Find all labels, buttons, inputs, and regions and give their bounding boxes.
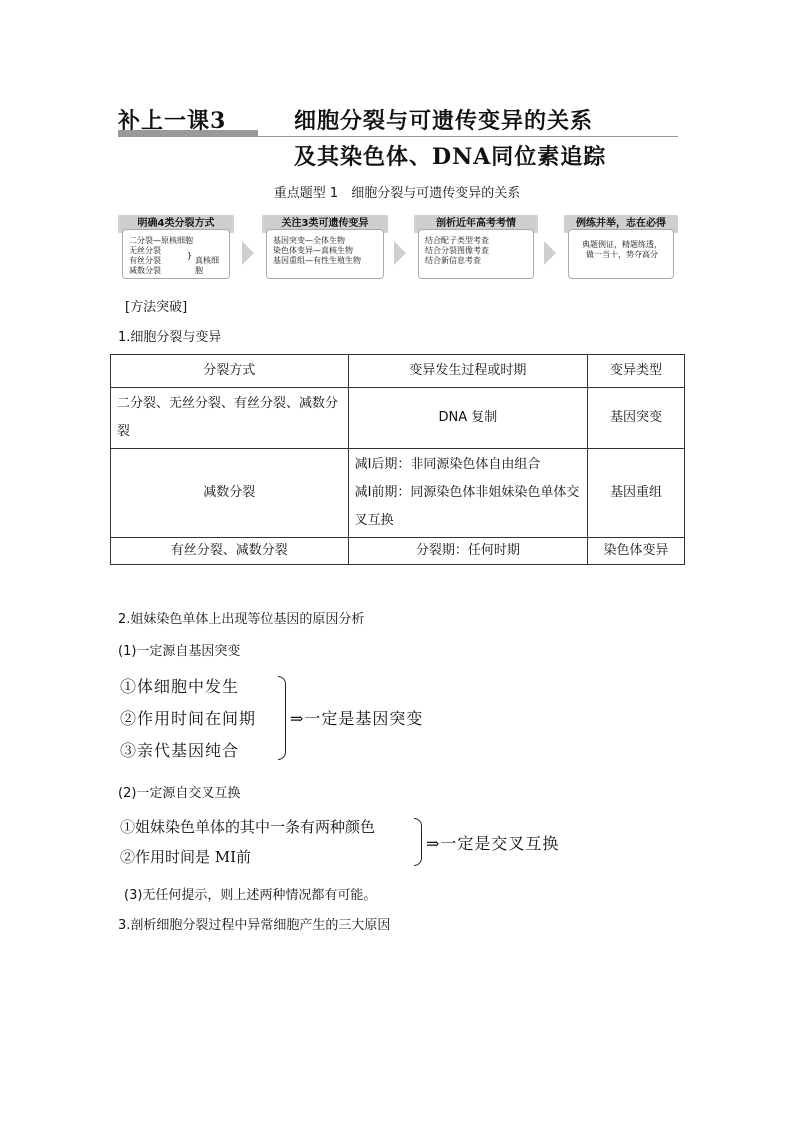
flow-step-1 [118, 215, 234, 281]
sub-2-item: ②作用时间是 MⅠ前 [120, 848, 252, 866]
title-rule [118, 136, 678, 137]
flow-step-head: 例练并举，志在必得 [564, 215, 678, 233]
table-cell: DNA 复制 [348, 388, 588, 449]
sub-1-item: ①体细胞中发生 [120, 677, 240, 696]
flow-line: 结合分裂图像考查 [425, 246, 489, 255]
flow-step-head: 剖析近年高考考情 [414, 215, 538, 233]
sub-2-result: ⇒一定是交叉互换 [426, 834, 560, 853]
lesson-label: 补上一课3 [118, 108, 227, 134]
flow-step-box [568, 229, 674, 279]
flow-brace-label: 真核细胞 [195, 256, 219, 275]
title-block [118, 104, 678, 174]
sub-3-text: (3)无任何提示，则上述两种情况都有可能。 [124, 888, 377, 903]
flow-step-4 [564, 215, 678, 281]
flow-line: 典题例证，精题练透， [582, 240, 662, 249]
flow-line: 做一当十，势夺高分 [586, 250, 658, 259]
flow-line: 结合新信息考查 [425, 256, 481, 265]
table-header: 变异类型 [588, 355, 685, 388]
flow-arrow-icon [544, 241, 556, 265]
flow-step-head: 关注3类可遗传变异 [262, 215, 388, 233]
method-label: [方法突破] [125, 300, 188, 315]
brace-icon [414, 818, 422, 866]
table-cell: 二分裂、无丝分裂、有丝分裂、减数分裂 [111, 388, 349, 449]
flow-line: 无丝分裂 [129, 246, 161, 255]
flow-step-box [266, 229, 384, 279]
flow-line: 基因重组—有性生殖生物 [273, 256, 361, 265]
table-cell: 染色体变异 [588, 538, 685, 565]
flow-step-box [418, 229, 534, 279]
flow-line: 有丝分裂 [129, 256, 161, 265]
sub-1-label: (1)一定源自基因突变 [118, 644, 241, 659]
brace-icon [278, 676, 286, 760]
flow-arrow-icon [242, 241, 254, 265]
flow-step-3 [414, 215, 538, 281]
table-header: 分裂方式 [111, 355, 349, 388]
flow-line: 二分裂—原核细胞 [129, 236, 193, 245]
table-cell: 有丝分裂、减数分裂 [111, 538, 349, 565]
table-cell [348, 449, 588, 538]
flow-line: 结合配子类型考查 [425, 236, 489, 245]
table-cell-line: 减Ⅰ后期：非同源染色体自由组合 [354, 457, 541, 472]
table-header: 变异发生过程或时期 [348, 355, 588, 388]
flow-step-2 [262, 215, 388, 281]
table-row [111, 388, 685, 449]
sub-1-result: ⇒一定是基因突变 [290, 709, 424, 728]
section-3-heading: 3.剖析细胞分裂过程中异常细胞产生的三大原因 [118, 918, 391, 933]
sub-2-label: (2)一定源自交叉互换 [118, 786, 241, 801]
table-cell: 分裂期：任何时期 [348, 538, 588, 565]
table-cell: 减数分裂 [111, 449, 349, 538]
section-2-heading: 2.姐妹染色单体上出现等位基因的原因分析 [118, 612, 365, 627]
table-cell-line: 减Ⅰ前期：同源染色体非姐妹染色单体交叉互换 [354, 485, 580, 528]
sub-2-item: ①姐妹染色单体的其中一条有两种颜色 [120, 818, 376, 836]
sub-1-item: ③亲代基因纯合 [120, 741, 240, 760]
table-cell: 基因重组 [588, 449, 685, 538]
brace-mark: } [187, 251, 193, 260]
table-row [111, 538, 685, 565]
table-row [111, 449, 685, 538]
flow-step-box [122, 229, 230, 279]
subtitle: 重点题型 1 细胞分裂与可遗传变异的关系 [273, 186, 521, 201]
section-1-heading: 1.细胞分裂与变异 [118, 330, 222, 345]
flow-step-head: 明确4类分裂方式 [118, 215, 234, 233]
flow-line: 染色体变异—真核生物 [273, 246, 353, 255]
variation-table [110, 354, 685, 565]
flow-line: 基因突变—全体生物 [273, 236, 345, 245]
flow-line: 减数分裂 [129, 266, 161, 275]
table-header-row [111, 355, 685, 388]
title-line-2: 及其染色体、DNA同位素追踪 [294, 144, 607, 170]
sub-1-item: ②作用时间在间期 [120, 709, 257, 728]
flow-arrow-icon [394, 241, 406, 265]
overview-flow [118, 215, 678, 281]
title-line-1: 细胞分裂与可遗传变异的关系 [294, 108, 594, 134]
table-cell: 基因突变 [588, 388, 685, 449]
